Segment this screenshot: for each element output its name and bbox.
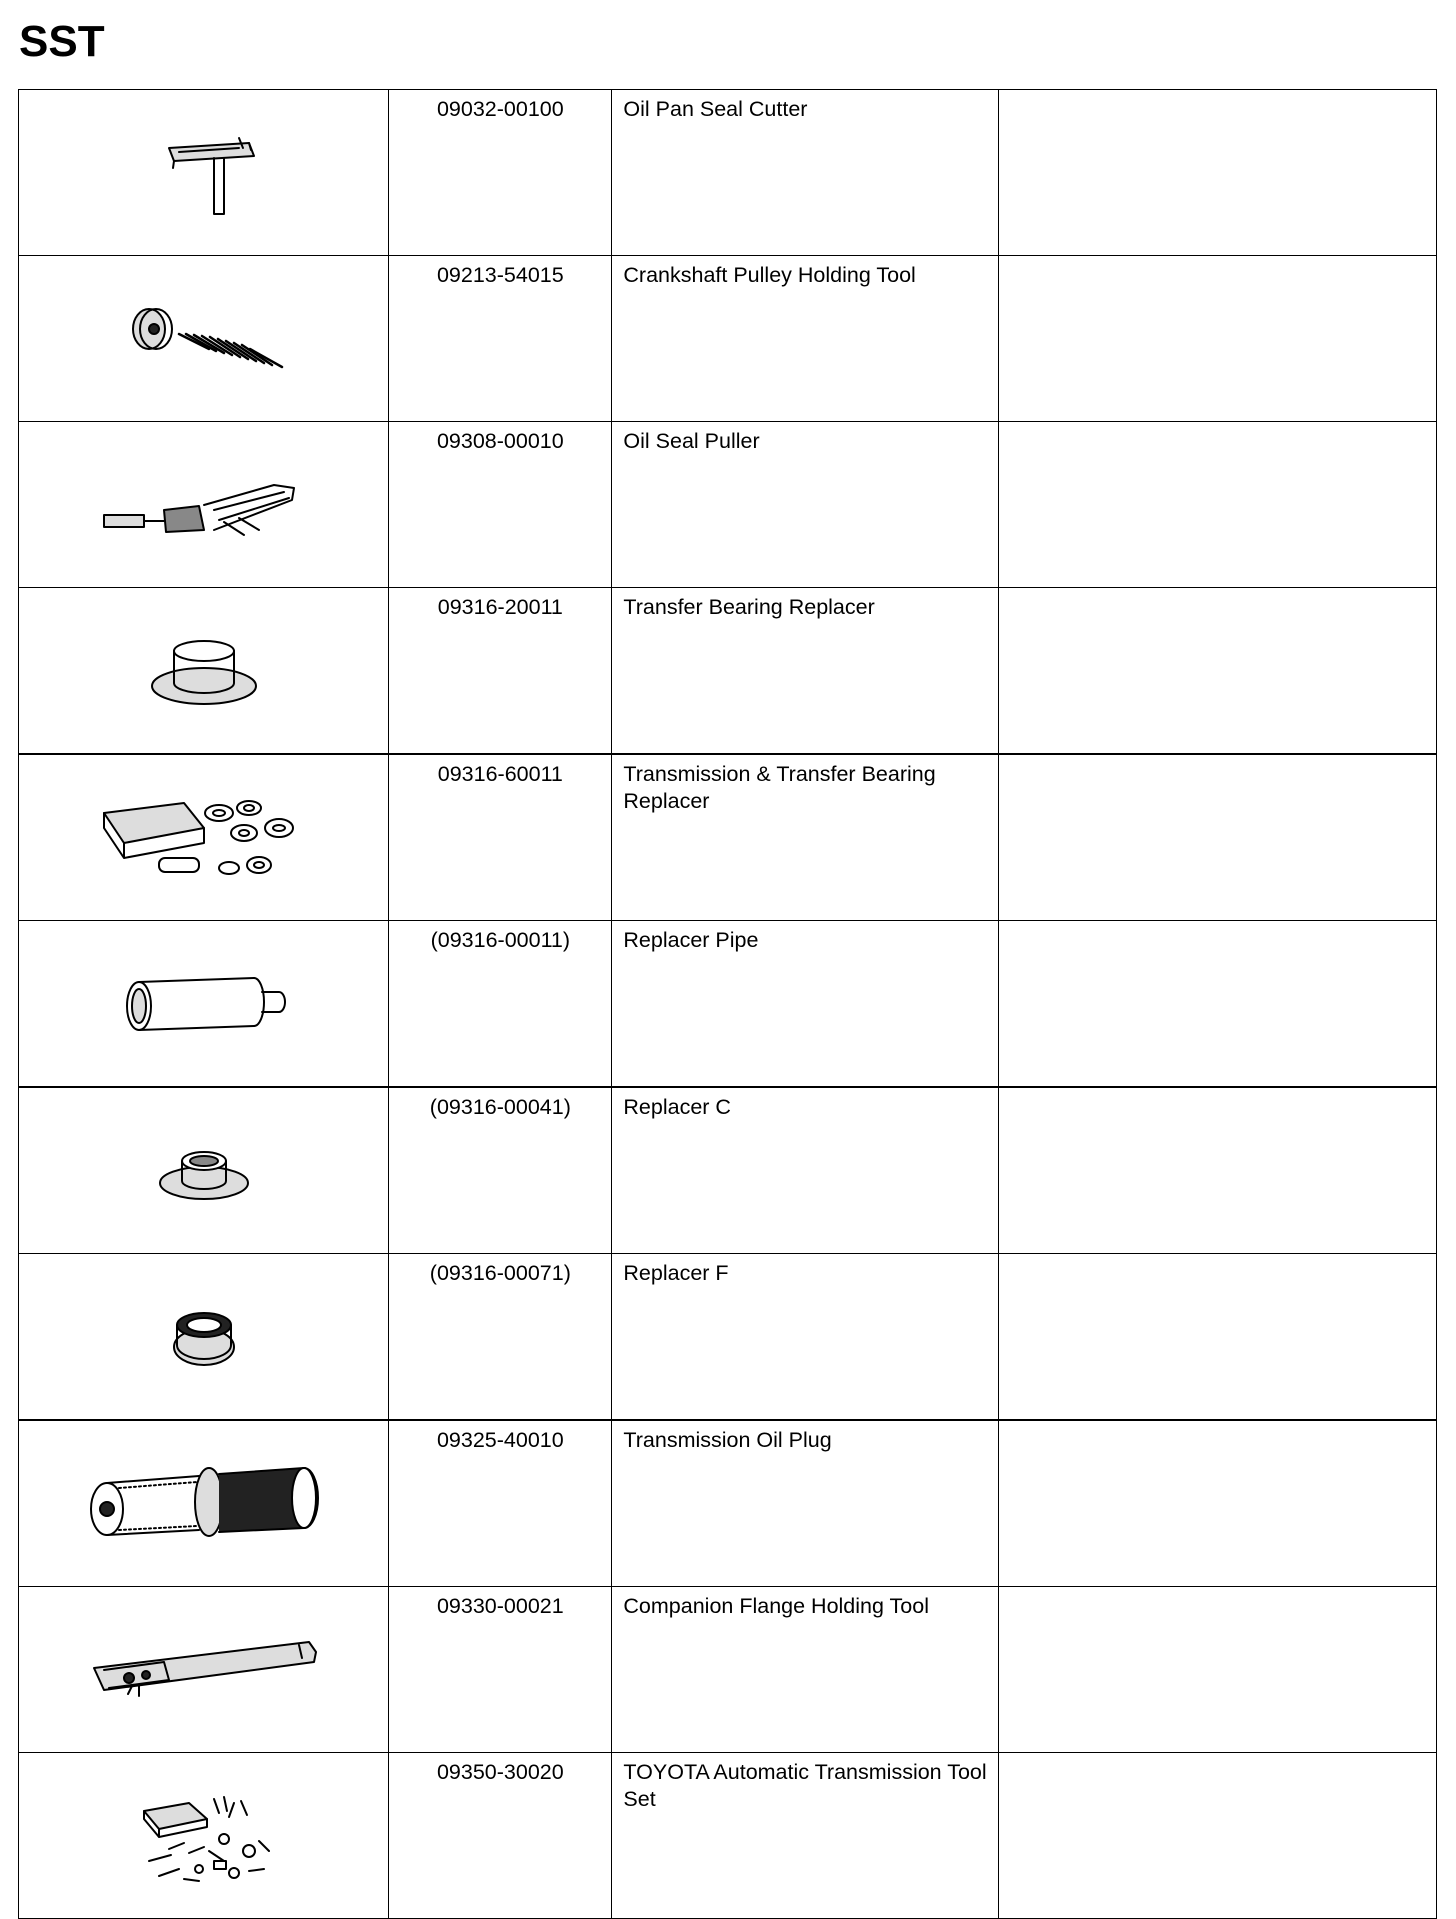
- table-row: [19, 1254, 1437, 1421]
- tool-image-cell: [19, 1420, 389, 1587]
- part-number: 09032-00100: [389, 90, 612, 256]
- notes-cell: [998, 588, 1436, 755]
- notes-cell: [998, 754, 1436, 921]
- part-number: 09308-00010: [389, 422, 612, 588]
- replacer-c-icon: [149, 1131, 259, 1211]
- crankshaft-pulley-holding-tool-icon: [114, 289, 294, 389]
- table-row: [19, 90, 1437, 256]
- tool-image-cell: [19, 1587, 389, 1753]
- bearing-replacer-kit-icon: [94, 783, 314, 893]
- tool-image-cell: [19, 1087, 389, 1254]
- tool-name: Replacer F: [612, 1254, 998, 1421]
- transmission-oil-plug-icon: [79, 1454, 329, 1554]
- table-row: [19, 588, 1437, 755]
- part-number: 09350-30020: [389, 1753, 612, 1919]
- tool-name: Transmission & Transfer Bearing Replacer: [612, 754, 998, 921]
- table-row: [19, 256, 1437, 422]
- tool-name: Replacer Pipe: [612, 921, 998, 1088]
- part-number: (09316-00041): [389, 1087, 612, 1254]
- notes-cell: [998, 422, 1436, 588]
- tool-image-cell: [19, 588, 389, 755]
- notes-cell: [998, 90, 1436, 256]
- tool-name: Transfer Bearing Replacer: [612, 588, 998, 755]
- table-row: [19, 422, 1437, 588]
- notes-cell: [998, 1587, 1436, 1753]
- table-row: [19, 1753, 1437, 1919]
- part-number: 09325-40010: [389, 1420, 612, 1587]
- table-row: [19, 1087, 1437, 1254]
- tool-image-cell: [19, 90, 389, 256]
- notes-cell: [998, 1420, 1436, 1587]
- tool-image-cell: [19, 921, 389, 1088]
- table-row: [19, 1420, 1437, 1587]
- table-row: [19, 921, 1437, 1088]
- tool-image-cell: [19, 1753, 389, 1919]
- companion-flange-holding-tool-icon: [84, 1630, 324, 1710]
- tool-image-cell: [19, 1254, 389, 1421]
- replacer-pipe-icon: [114, 964, 294, 1044]
- part-number: 09213-54015: [389, 256, 612, 422]
- tool-name: Crankshaft Pulley Holding Tool: [612, 256, 998, 422]
- replacer-f-icon: [159, 1297, 249, 1377]
- oil-pan-seal-cutter-icon: [139, 128, 269, 218]
- page-title: SST: [19, 17, 105, 66]
- bearing-replacer-icon: [139, 631, 269, 711]
- sst-table: [18, 89, 1437, 1919]
- tool-name: Companion Flange Holding Tool: [612, 1587, 998, 1753]
- tool-set-icon: [129, 1781, 279, 1891]
- notes-cell: [998, 1753, 1436, 1919]
- tool-name: Transmission Oil Plug: [612, 1420, 998, 1587]
- part-number: 09316-20011: [389, 588, 612, 755]
- part-number: (09316-00011): [389, 921, 612, 1088]
- part-number: 09330-00021: [389, 1587, 612, 1753]
- table-row: [19, 754, 1437, 921]
- tool-image-cell: [19, 422, 389, 588]
- table-row: [19, 1587, 1437, 1753]
- tool-name: TOYOTA Automatic Transmission Tool Set: [612, 1753, 998, 1919]
- notes-cell: [998, 1087, 1436, 1254]
- tool-name: Replacer C: [612, 1087, 998, 1254]
- part-number: 09316-60011: [389, 754, 612, 921]
- notes-cell: [998, 921, 1436, 1088]
- tool-name: Oil Pan Seal Cutter: [612, 90, 998, 256]
- oil-seal-puller-icon: [94, 460, 314, 550]
- notes-cell: [998, 256, 1436, 422]
- notes-cell: [998, 1254, 1436, 1421]
- part-number: (09316-00071): [389, 1254, 612, 1421]
- tool-image-cell: [19, 754, 389, 921]
- tool-image-cell: [19, 256, 389, 422]
- tool-name: Oil Seal Puller: [612, 422, 998, 588]
